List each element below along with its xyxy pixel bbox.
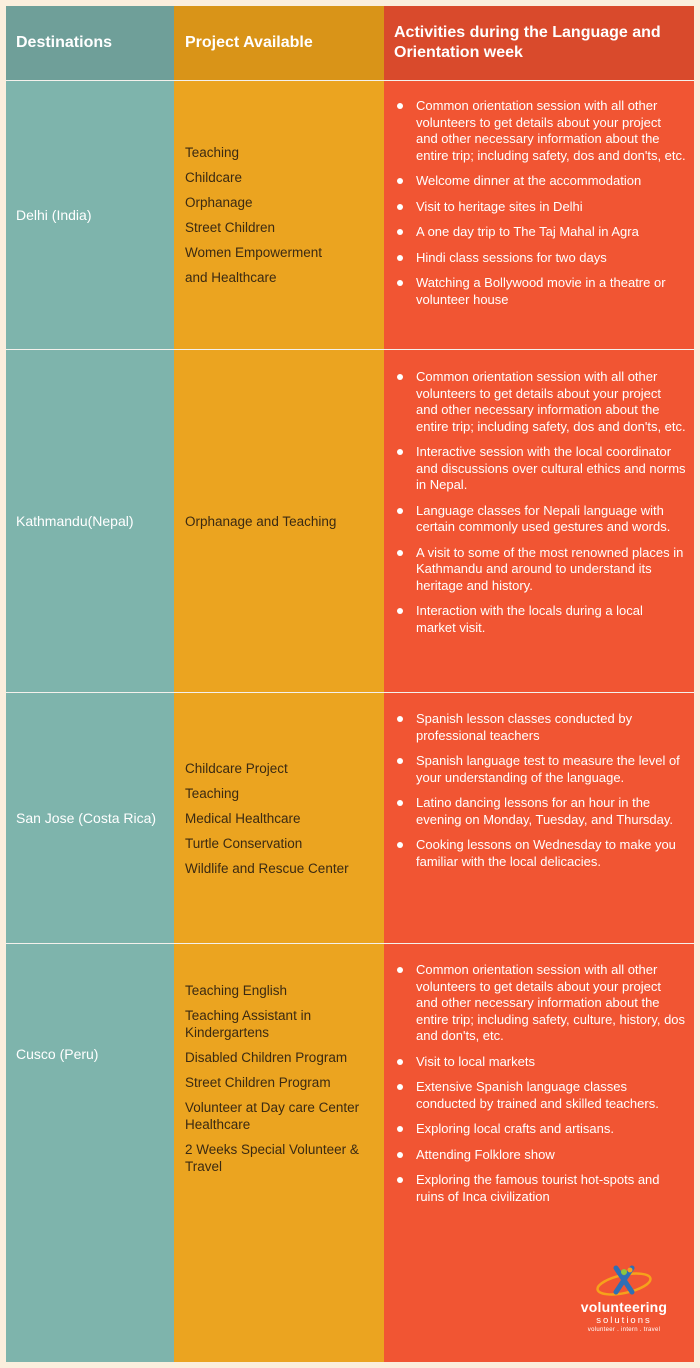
project-item: Orphanage [185, 195, 253, 210]
project-list [185, 513, 336, 530]
project-item: Teaching English [185, 983, 288, 998]
activity-item: Spanish lesson classes conducted by professional teachers [394, 711, 686, 744]
project-item: Medical Healthcare [185, 810, 301, 826]
project-list [185, 760, 349, 877]
activity-item: Common orientation session with all other volunteers to get details about your project and other necessary information about the entire trip; including safety, dos and don'ts, etc. [394, 369, 686, 435]
activity-item: Common orientation session with all other volunteers to get details about your project and other necessary information about the entire trip; including safety, dos and don'ts, etc. [394, 98, 686, 164]
table-row [6, 693, 694, 943]
activity-item: A visit to some of the most renowned places in Kathmandu and around to understand its heritage and history. [394, 545, 686, 595]
destinations-table [6, 6, 694, 1362]
destination-cell [6, 350, 174, 692]
project-list [185, 982, 384, 1175]
destination-cell [6, 693, 174, 943]
project-item: Wildlife and Rescue Center [185, 860, 349, 876]
project-item: Turtle Conservation [185, 835, 303, 851]
project-item: and Healthcare [185, 270, 277, 285]
project-item: Orphanage and Teaching [185, 513, 337, 529]
activity-item: Exploring local crafts and artisans. [394, 1121, 686, 1138]
project-item: Teaching [185, 785, 240, 801]
activity-item: Language classes for Nepali language with certain commonly used gestures and words. [394, 503, 686, 536]
destination-cell [6, 81, 174, 349]
activity-item: Cooking lessons on Wednesday to make you familiar with the local delicacies. [394, 837, 686, 870]
project-item: Disabled Children Program [185, 1050, 348, 1065]
activity-item: Interaction with the locals during a local market visit. [394, 603, 686, 636]
project-item: Street Children [185, 220, 276, 235]
project-item: Street Children Program [185, 1075, 331, 1090]
header-destinations: Destinations [6, 6, 174, 80]
activity-item: Welcome dinner at the accommodation [394, 173, 686, 190]
header-activities: Activities during the Language and Orientation week [384, 6, 694, 80]
project-item: Women Empowerment [185, 245, 323, 260]
table-row [6, 350, 694, 692]
activity-item: Exploring the famous tourist hot-spots and ruins of Inca civilization [394, 1172, 686, 1205]
projects-cell [174, 693, 384, 943]
activity-item: Latino dancing lessons for an hour in the evening on Monday, Tuesday, and Thursday. [394, 795, 686, 828]
activities-cell [384, 81, 694, 349]
destination-cell [6, 944, 174, 1362]
activity-item: Spanish language test to measure the level of your understanding of the language. [394, 753, 686, 786]
project-list [185, 144, 322, 286]
destination-name: Kathmandu(Nepal) [16, 513, 134, 529]
project-item: 2 Weeks Special Volunteer & Travel [185, 1142, 359, 1174]
table-row [6, 81, 694, 349]
activity-item: Visit to local markets [394, 1054, 686, 1071]
project-item: Teaching [185, 145, 240, 160]
destination-name: Cusco (Peru) [16, 1046, 99, 1062]
activity-list [394, 98, 686, 308]
activity-item: Common orientation session with all other volunteers to get details about your project and other necessary information about the entire trip; including safety, culture, history, dos and don'ts, etc. [394, 962, 686, 1045]
activity-item: Extensive Spanish language classes conducted by trained and skilled teachers. [394, 1079, 686, 1112]
logo-name: volunteering [580, 1299, 668, 1315]
header-projects: Project Available [174, 6, 384, 80]
project-item: Volunteer at Day care Center Healthcare [185, 1100, 360, 1132]
activity-item: Hindi class sessions for two days [394, 250, 686, 267]
logo-sub: solutions [596, 1315, 652, 1326]
activity-list [394, 962, 686, 1205]
activity-list [394, 369, 686, 636]
logo-swoosh-icon [594, 1262, 654, 1300]
activities-cell [384, 693, 694, 943]
volunteering-solutions-logo [574, 1262, 674, 1334]
project-item: Childcare Project [185, 760, 288, 776]
activity-item: A one day trip to The Taj Mahal in Agra [394, 224, 686, 241]
project-item: Teaching Assistant in Kindergartens [185, 1008, 312, 1040]
activity-item: Watching a Bollywood movie in a theatre or volunteer house [394, 275, 686, 308]
projects-cell [174, 350, 384, 692]
table-header [6, 6, 694, 80]
logo-tagline: volunteer . intern . travel [587, 1327, 661, 1333]
activity-list [394, 711, 686, 870]
activities-cell [384, 350, 694, 692]
activity-item: Attending Folklore show [394, 1147, 686, 1164]
project-item: Childcare [185, 170, 243, 185]
activities-cell [384, 944, 694, 1362]
projects-cell [174, 81, 384, 349]
table-row [6, 944, 694, 1362]
activity-item: Visit to heritage sites in Delhi [394, 199, 686, 216]
activity-item: Interactive session with the local coordinator and discussions over cultural ethics and norms in Nepal. [394, 444, 686, 494]
projects-cell [174, 944, 384, 1362]
destination-name: San Jose (Costa Rica) [16, 810, 157, 826]
destination-name: Delhi (India) [16, 207, 92, 223]
